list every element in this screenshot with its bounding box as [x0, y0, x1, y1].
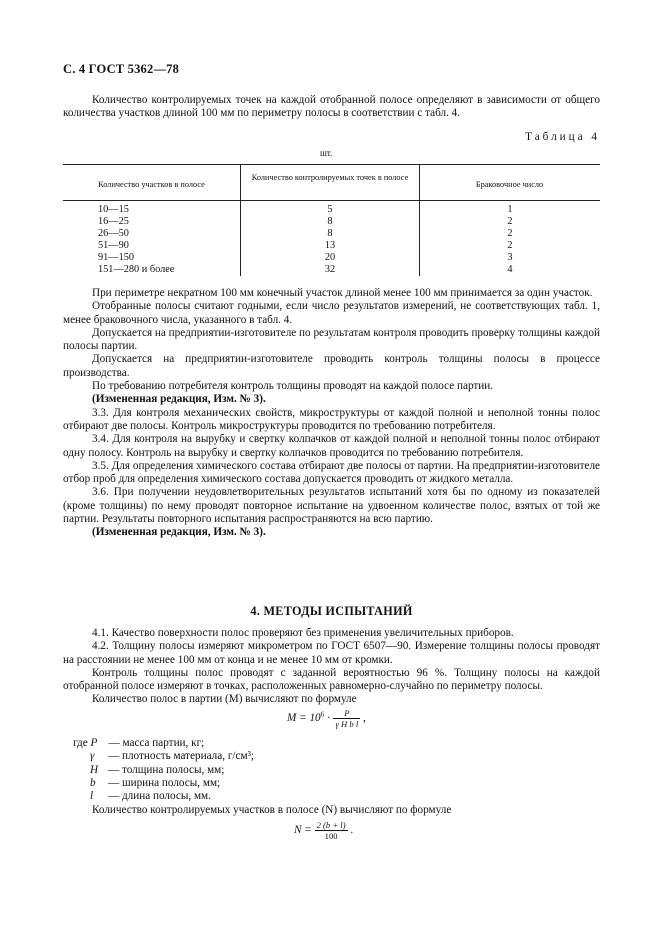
formula-n [294, 820, 353, 841]
table-cell: 16—25 [98, 215, 129, 227]
definition-symbol: γ [90, 750, 95, 763]
table-cell: 13 [324, 239, 336, 251]
table-cell: 151—280 и более [98, 263, 175, 275]
paragraph: 3.6. При получении неудовлетворительных результатов испытаний хотя бы по одному из показателей (кроме толщины) по нему проводят повторное испытание на удвоенном количестве полос, взятых от той же партии. Результаты повторного испытания распространяются на всю партию. [63, 486, 600, 526]
formula-n-numerator: 2 (b + l) [316, 820, 346, 830]
table-col-divider-1 [240, 164, 241, 276]
table-cell: 91—150 [98, 251, 135, 263]
paragraph: 3.5. Для определения химического состава отбирают две полосы от партии. На предприятии-изготовителе отбор проб для определения химического состава допускается проводить от жидкого металла. [63, 459, 600, 486]
table-cell: 2 [507, 239, 513, 251]
paragraph: При периметре некратном 100 мм конечный участок длиной менее 100 мм принимается за один участок. [92, 287, 593, 299]
paragraph: 3.3. Для контроля механических свойств, микроструктуры от каждой полной и неполной тонны полос отбирают две полосы. Контроль микроструктуры проводится по требованию потребителя. [63, 406, 600, 432]
table-cell: 1 [507, 204, 513, 215]
section-text-block [63, 627, 600, 707]
paragraph: 3.4. Для контроля на вырубку и свертку колпачков от каждой полной и неполной тонны полос отбирают одну полосу. Контроль на вырубку и свертку колпачков проводится по требованию потребителя. [63, 433, 600, 459]
definition-row [73, 790, 254, 803]
formula-m-mult: · [326, 712, 331, 725]
definition-symbol: l [90, 790, 94, 803]
formula-m-denominator: γ H b l [335, 719, 359, 729]
definition-symbol: P [90, 737, 98, 749]
table-cell: 8 [327, 215, 333, 227]
table-col-points [300, 204, 360, 275]
formula-m [287, 708, 366, 729]
paragraph: 4.1. Качество поверхности полос проверяют без применения увеличительных приборов. [92, 627, 514, 639]
definition-text: — масса партии, кг; [108, 737, 205, 749]
formula-n-fraction [315, 820, 348, 841]
definition-text: — длина полосы, мм. [108, 790, 211, 803]
table-cell: 5 [327, 204, 333, 215]
table-cell: 4 [507, 263, 513, 275]
definition-text: — плотность материала, г/см³; [108, 750, 255, 763]
paragraph: Допускается на предприятии-изготовителе проводить контроль толщины полосы в процессе производства. [63, 353, 600, 379]
symbol-definitions [73, 737, 254, 803]
table-cell: 3 [507, 251, 513, 263]
paragraph: Контроль толщины полос проводят с заданной вероятностью 96 %. Толщину полосы на каждой отобранной полосе измеряют в точках, расположенных равномерно-случайно по периметру полосы. [63, 666, 600, 693]
amendment-note: (Измененная редакция, Изм. № 3). [92, 526, 266, 539]
table-top-rule [63, 164, 600, 165]
section-title: 4. МЕТОДЫ ИСПЫТАНИЙ [250, 604, 413, 618]
formula-n-denominator: 100 [315, 830, 348, 841]
formula-m-tail: , [363, 712, 366, 725]
definition-row [73, 764, 254, 777]
table-caption: Таблица 4 [525, 131, 600, 143]
definition-row [73, 750, 254, 763]
table-header-reject: Браковочное число [475, 180, 544, 189]
table-cell: 2 [507, 227, 513, 239]
table-cell: 51—90 [98, 239, 129, 251]
paragraph: Отобранные полосы считают годными, если число результатов измерений, не соответствующих табл. 1, менее браковочного числа, указанного в табл. 4. [63, 300, 600, 326]
table-cell: 26—50 [98, 227, 129, 239]
amendment-note: (Измененная редакция, Изм. № 3). [92, 393, 266, 406]
page-header: С. 4 ГОСТ 5362—78 [63, 62, 180, 76]
paragraph: 4.2. Толщину полосы измеряют микрометром по ГОСТ 6507—90. Измерение толщины полосы проводят на расстоянии не менее 100 мм от конца и не менее 10 мм от кромки. [63, 640, 600, 666]
paragraph: Количество полос в партии (M) вычисляют по формуле [92, 693, 357, 706]
definition-text: — толщина полосы, мм; [108, 763, 225, 776]
formula-m-lhs: M = 10 [287, 712, 321, 725]
definition-symbol: b [90, 776, 96, 789]
table-cell: 2 [507, 215, 513, 227]
table-header-rule [63, 200, 600, 201]
formula-m-numerator: P [344, 708, 350, 718]
table-col-sections [98, 204, 174, 275]
table-header-sections: Количество участков в полосе [98, 180, 205, 189]
definition-symbol: H [90, 763, 99, 776]
table-col-reject [483, 204, 537, 275]
formula-n-tail: . [350, 824, 354, 837]
definition-prefix: где [73, 737, 88, 749]
table-cell: 10—15 [98, 204, 129, 215]
formula-n-lhs: N = [294, 824, 312, 837]
definition-text: — ширина полосы, мм; [108, 776, 221, 789]
paragraph: Допускается на предприятии-изготовителе по результатам контроля проводить проверку толщины каждой полосы партии. [63, 326, 600, 353]
table-header-points: Количество контролируемых точек в полосе [251, 173, 409, 182]
body-text-block [63, 287, 600, 540]
intro-paragraph: Количество контролируемых точек на каждой отобранной полосе определяют в зависимости от общего количества участков длиной 100 мм по периметру полосы в соответствии с табл. 4. [63, 94, 600, 120]
formula2-intro: Количество контролируемых участков в полосе (N) вычисляют по формуле [92, 804, 452, 816]
paragraph: По требованию потребителя контроль толщины проводят на каждой полосе партии. [92, 380, 494, 393]
table-unit: шт. [320, 148, 333, 158]
definition-row [73, 777, 254, 790]
table-cell: 20 [324, 251, 336, 263]
table-cell: 32 [324, 263, 336, 275]
formula-m-fraction [333, 708, 360, 729]
definition-row [73, 737, 254, 750]
formula-m-exponent: 6 [320, 710, 325, 719]
table-cell: 8 [327, 227, 333, 239]
